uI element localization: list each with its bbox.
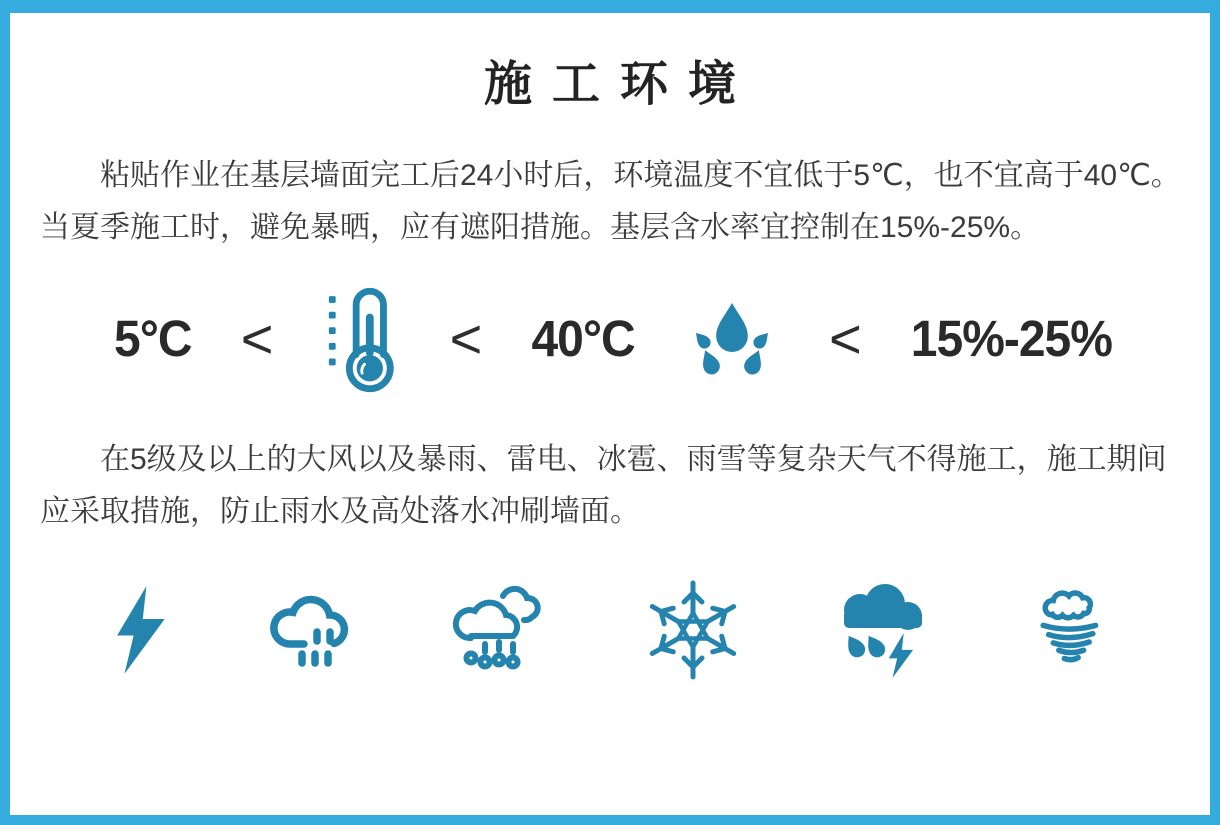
tornado-icon: [1022, 580, 1114, 680]
water-drops-icon: [684, 294, 780, 384]
less-than-sign-1: <: [240, 307, 274, 370]
thermometer-icon: [323, 283, 401, 395]
moisture-range-value: 15%-25%: [910, 310, 1112, 368]
paragraph-temperature: 粘贴作业在基层墙面完工后24小时后，环境温度不宜低于5℃，也不宜高于40℃。当夏季施工时，避免暴晒，应有遮阳措施。基层含水率宜控制在15%-25%。: [40, 159, 1181, 244]
weather-icons-row: [10, 580, 1210, 680]
rain-cloud-icon: [260, 580, 360, 680]
sleet-cloud-icon: [447, 580, 555, 680]
min-temp-value: 5°C: [114, 310, 192, 368]
less-than-sign-2: <: [449, 307, 483, 370]
storm-cloud-icon: [830, 580, 934, 680]
lightning-icon: [108, 580, 172, 680]
paragraph-weather: 在5级及以上的大风以及暴雨、雷电、冰雹、雨雪等复杂天气不得施工，施工期间应采取措施，防止雨水及高处落水冲刷墙面。: [40, 443, 1167, 528]
page-title: 施工环境: [483, 58, 756, 111]
snowflake-icon: [643, 580, 743, 680]
temperature-condition-row: [10, 280, 1210, 398]
max-temp-value: 40°C: [531, 310, 635, 368]
less-than-sign-3: <: [828, 307, 862, 370]
